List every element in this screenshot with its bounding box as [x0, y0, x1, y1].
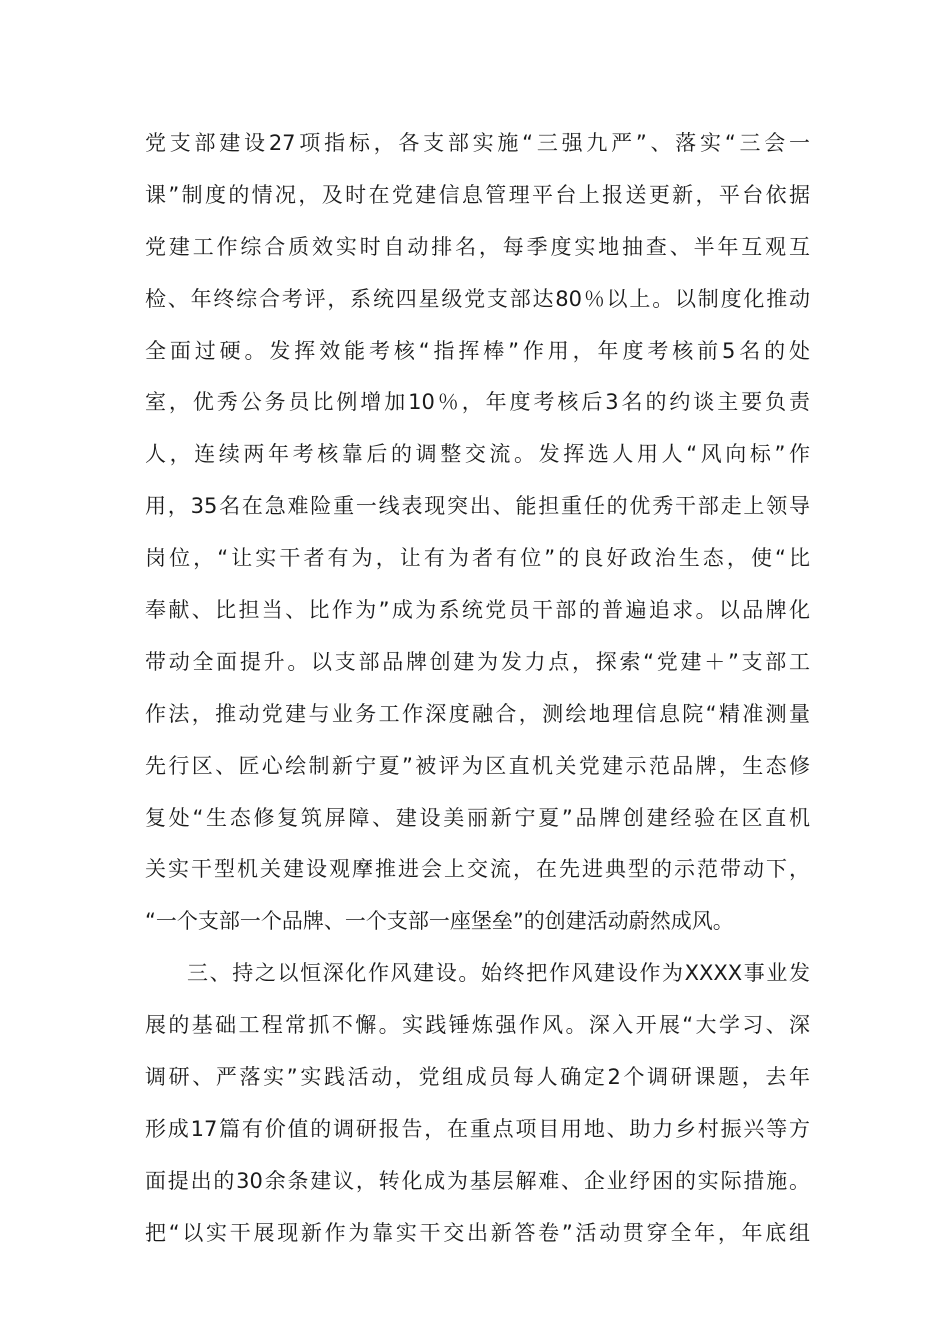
text-line: 用，35名在急难险重一线表现突出、能担重任的优秀干部走上领导	[145, 494, 810, 519]
body-text	[145, 118, 810, 1260]
text-line: 带动全面提升。以支部品牌创建为发力点，探索“党建＋”支部工	[145, 649, 810, 674]
text-line: 复处“生态修复筑屏障、建设美丽新宁夏”品牌创建经验在区直机	[145, 805, 810, 830]
text-line: 人，连续两年考核靠后的调整交流。发挥选人用人“风向标”作	[145, 442, 810, 467]
text-line: 党支部建设27项指标，各支部实施“三强九严”、落实“三会一	[145, 131, 810, 155]
text-line: 党建工作综合质效实时自动排名，每季度实地抽查、半年互观互	[145, 234, 810, 259]
text-line: 展的基础工程常抓不懈。实践锤炼强作风。深入开展“大学习、深	[145, 1013, 810, 1038]
text-line: 奉献、比担当、比作为”成为系统党员干部的普遍追求。以品牌化	[145, 598, 810, 623]
text-line: 面提出的30余条建议，转化成为基层解难、企业纾困的实际措施。	[145, 1168, 810, 1193]
text-line: 作法，推动党建与业务工作深度融合，测绘地理信息院“精准测量	[145, 701, 810, 726]
text-line: 先行区、匠心绘制新宁夏”被评为区直机关党建示范品牌，生态修	[145, 753, 810, 778]
text-line: 全面过硬。发挥效能考核“指挥棒”作用，年度考核前5名的处	[145, 338, 810, 363]
text-line: 岗位，“让实干者有为，让有为者有位”的良好政治生态，使“比	[145, 546, 810, 571]
text-line: 形成17篇有价值的调研报告，在重点项目用地、助力乡村振兴等方	[145, 1116, 810, 1141]
text-line: 室，优秀公务员比例增加10％，年度考核后3名的约谈主要负责	[145, 390, 810, 415]
section-heading-line: 三、持之以恒深化作风建设。始终把作风建设作为XXXX事业发	[187, 961, 810, 986]
text-line: 检、年终综合考评，系统四星级党支部达80％以上。以制度化推动	[145, 286, 810, 311]
text-line: 把“以实干展现新作为靠实干交出新答卷”活动贯穿全年，年底组	[145, 1220, 810, 1245]
text-line: 课”制度的情况，及时在党建信息管理平台上报送更新，平台依据	[145, 182, 810, 207]
text-line: 关实干型机关建设观摩推进会上交流，在先进典型的示范带动下，	[145, 857, 810, 882]
text-line: “一个支部一个品牌、一个支部一座堡垒”的创建活动蔚然成风。	[145, 909, 734, 934]
text-line: 调研、严落实”实践活动，党组成员每人确定2个调研课题，去年	[145, 1065, 810, 1090]
